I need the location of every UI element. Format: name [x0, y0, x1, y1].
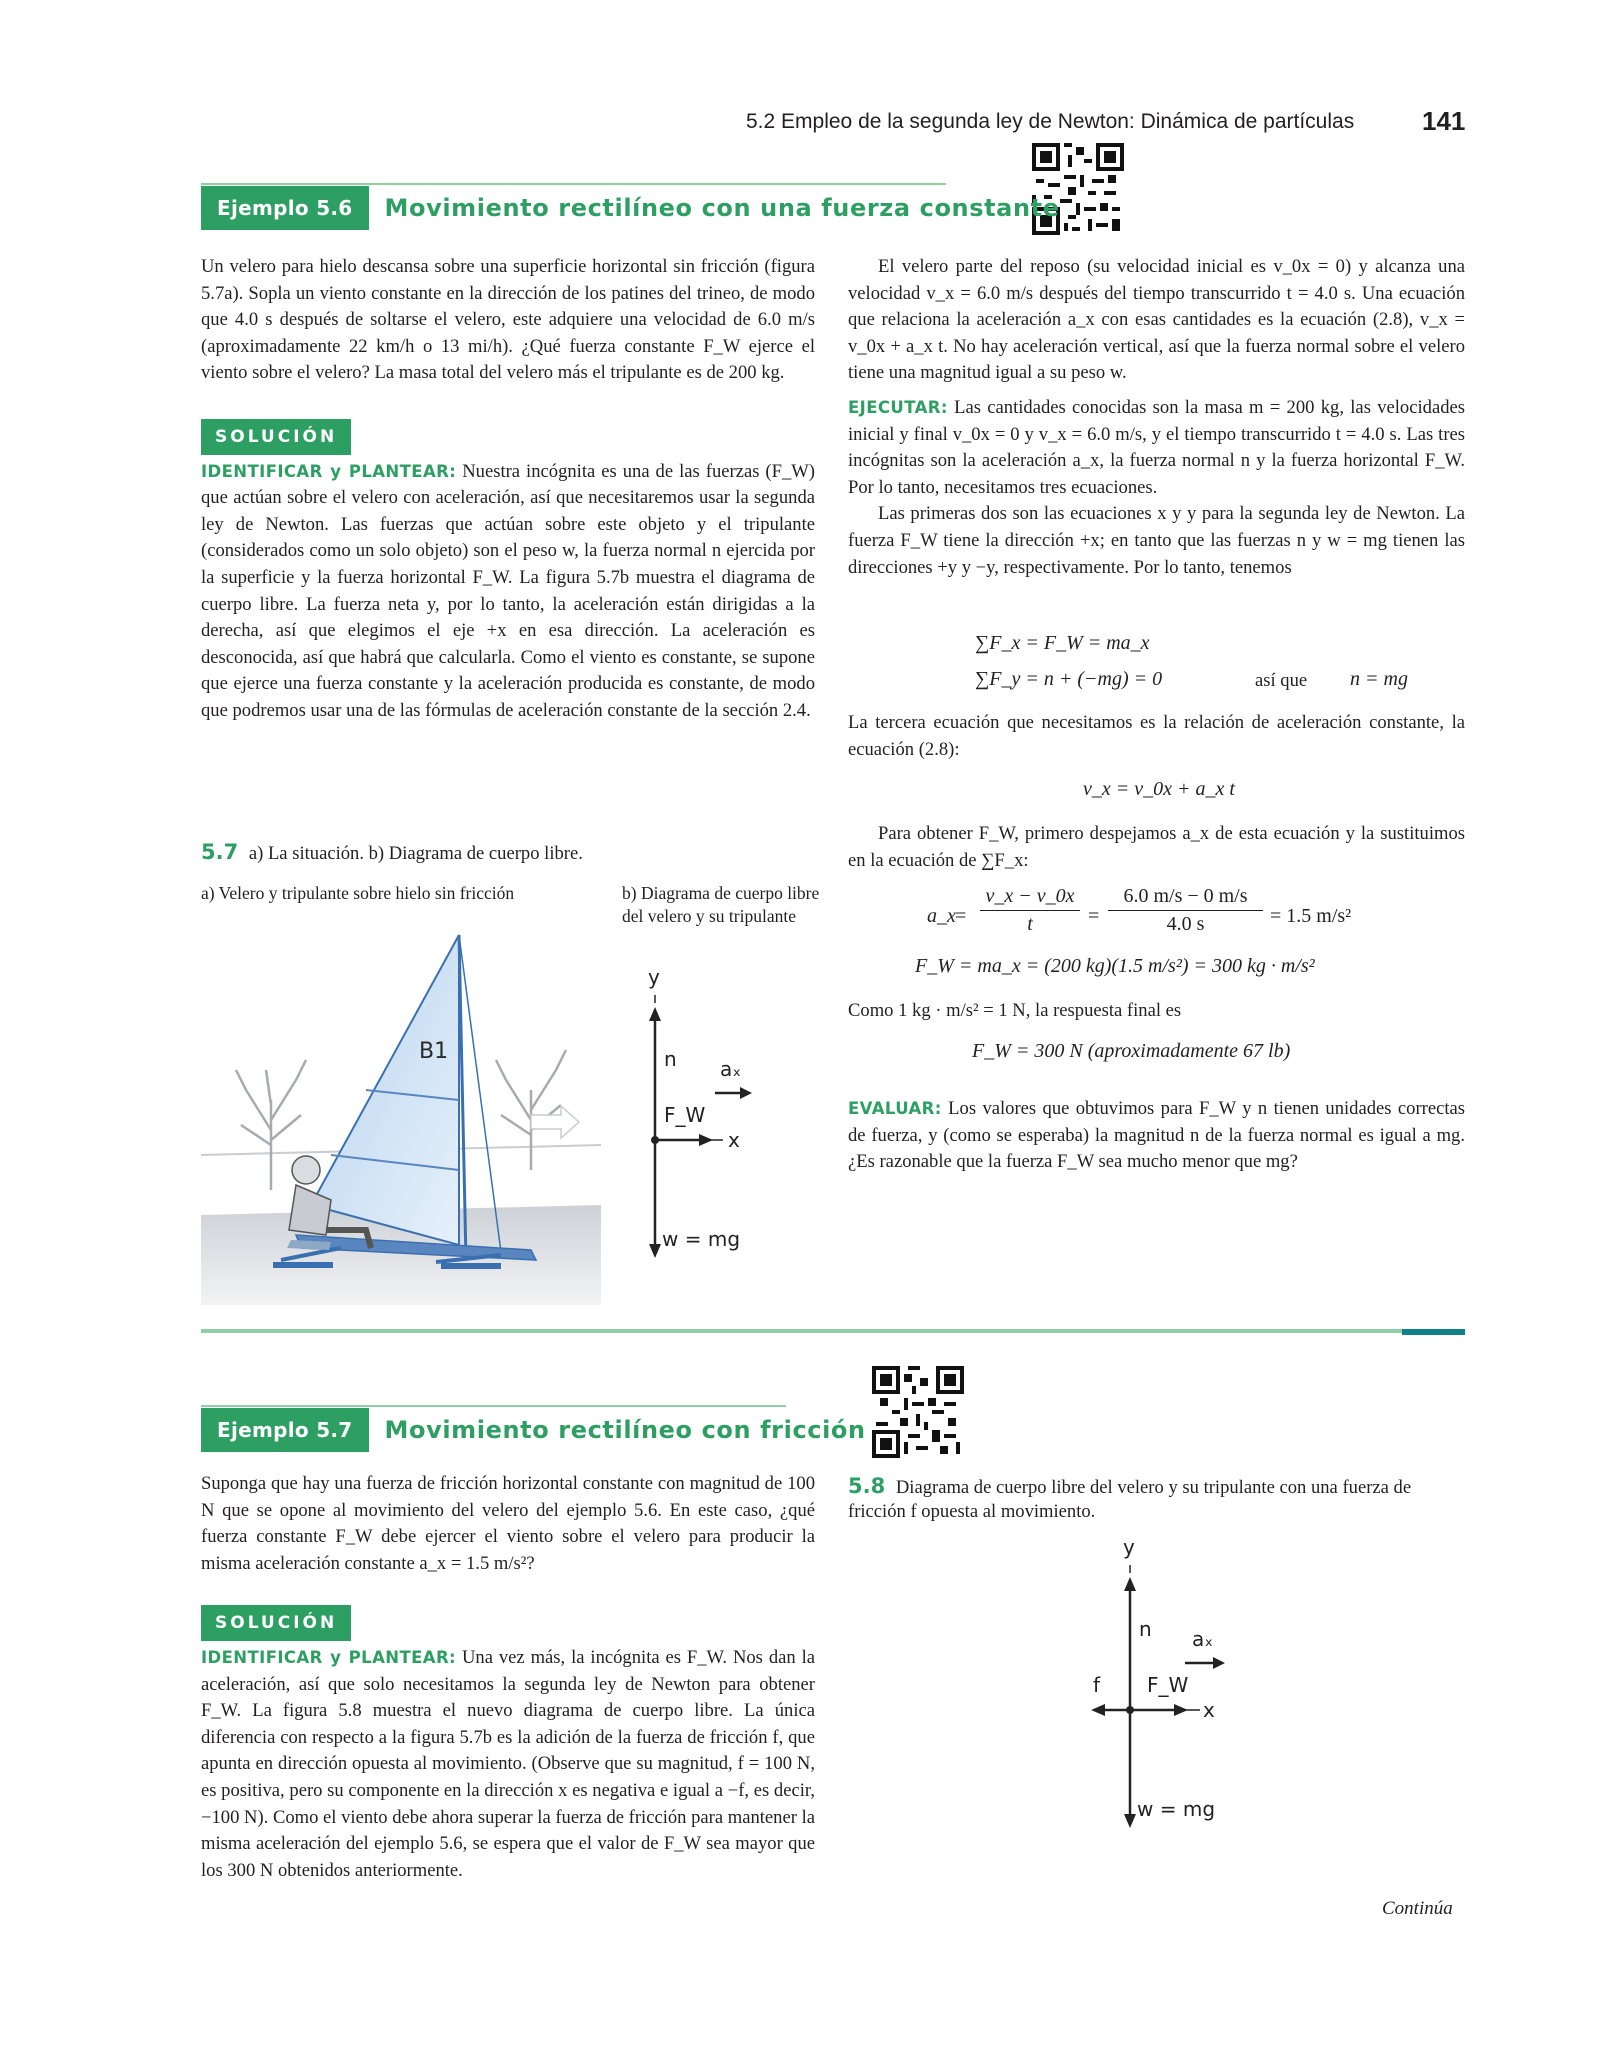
figure-57-caption	[201, 840, 821, 865]
example-label: Ejemplo 5.6	[201, 186, 369, 230]
execute-paragraph	[848, 395, 1465, 501]
continued-label: Continúa	[1382, 1898, 1453, 1919]
example-57-left-column	[201, 1471, 815, 1884]
fbd-n-label: n	[664, 1047, 677, 1071]
fraction-2-den: 4.0 s	[1166, 913, 1205, 935]
evaluate-paragraph	[848, 1096, 1465, 1176]
equation-sum-fx: ∑F_x = F_W = ma_x	[975, 632, 1150, 654]
fbd-ax-label: aₓ	[720, 1057, 742, 1081]
fbd-y-label: y	[648, 965, 660, 989]
fbd-y-label: y	[1123, 1535, 1135, 1559]
fbd-f-label: f	[1093, 1673, 1101, 1697]
fraction-2-num: 6.0 m/s − 0 m/s	[1123, 885, 1248, 907]
example-56-right-column	[848, 254, 1465, 581]
problem-statement: Suponga que hay una fuerza de fricción horizontal constante con magnitud de 100 N que se opone al movimiento del velero del ejemplo 5.6. En este caso, ¿qué fuerza constante F_W debe ejercer el viento sobre el velero para producir la misma aceleración constante a_x = 1.5 m/s²?	[201, 1473, 815, 1574]
iceboat-illustration	[201, 930, 601, 1310]
identify-text: Nuestra incógnita es una de las fuerzas (F_W) que actúan sobre el velero con aceleración, así que necesitaremos usar la segunda ley de Newton. Las fuerzas que actúan sobre este objeto y el tripulante (considerados como un solo objeto) son el peso w, la fuerza normal n ejercida por la superficie y la fuerza horizontal F_W. La figura 5.7b muestra el diagrama de cuerpo libre. La fuerza neta y, por lo tanto, la aceleración están dirigidas a la derecha, así que elegimos el eje +x en esa dirección. La aceleración es desconocida, así que habrá que calcularla. Como el viento es constante, se supone que ejerce una fuerza constante y la aceleración producida es constante, de modo que podremos usar una de las fórmulas de aceleración constante de la sección 2.4.	[201, 460, 815, 721]
fbd-x-label: x	[728, 1128, 740, 1152]
free-body-diagram-58	[1085, 1535, 1255, 1840]
right-paragraph-1: El velero parte del reposo (su velocidad inicial es v_0x = 0) y alcanza una velocidad v_x = 6.0 m/s después del tiempo transcurrido t = 4.0 s. Una ecuación que relaciona la aceleración a_x con esas cantidades es la ecuación (2.8), v_x = v_0x + a_x t. No hay aceleración vertical, así que la fuerza normal sobre el velero tiene una magnitud igual a su peso w.	[848, 256, 1465, 384]
equation-n-mg: n = mg	[1350, 668, 1408, 690]
example-header-rule	[201, 1405, 786, 1407]
sail-number: B1	[419, 1039, 449, 1064]
fbd-ax-label: aₓ	[1192, 1627, 1214, 1651]
example-separator-end	[1402, 1329, 1465, 1335]
fraction-1	[980, 885, 1080, 936]
fraction-1-num: v_x − v_0x	[985, 885, 1075, 907]
figure-57a-caption: a) Velero y tripulante sobre hielo sin fricción	[201, 883, 515, 903]
qr-code-icon[interactable]	[872, 1366, 964, 1458]
fraction-1-den: t	[1027, 913, 1033, 935]
running-header: 5.2 Empleo de la segunda ley de Newton: Dinámica de partículas	[746, 110, 1355, 133]
fbd-n-label: n	[1139, 1617, 1152, 1641]
example-header-rule	[201, 183, 946, 185]
identify-text: Una vez más, la incógnita es F_W. Nos dan la aceleración, así que solo necesitamos la segunda ley de Newton para obtener F_W. La figura 5.8 muestra el nuevo diagrama de cuerpo libre. La única diferencia con respecto a la figura 5.7b es la adición de la fuerza de fricción f, que apunta en dirección opuesta al movimiento. (Observe que su magnitud, f = 100 N, es positiva, pero su componente en la dirección x es negativa e igual a −f, es decir, −100 N). Como el viento debe ahora superar la fuerza de fricción para mantener la misma aceleración del ejemplo 5.6, se espera que el valor de F_W sea mayor que los 300 N obtenidos anteriormente.	[201, 1646, 815, 1881]
first-two-paragraph: Las primeras dos son las ecuaciones x y y para la segunda ley de Newton. La fuerza F_W tiene la dirección +x; en tanto que las fuerzas n y w = mg tienen las direcciones +y y −y, respectivamente. Por lo tanto, tenemos	[848, 503, 1465, 578]
example-title: Movimiento rectilíneo con fricción	[384, 1416, 866, 1444]
evaluate-label: EVALUAR:	[848, 1099, 942, 1118]
solution-label: SOLUCIÓN	[201, 419, 351, 455]
obtain-paragraph: Para obtener F_W, primero despejamos a_x de esta ecuación y la sustituimos en la ecuación de ∑F_x:	[848, 823, 1465, 871]
free-body-diagram-57b	[620, 965, 780, 1270]
figure-caption-text: Diagrama de cuerpo libre del velero y su tripulante con una fuerza de fricción f opuesta al movimiento.	[848, 1477, 1412, 1522]
figure-57b-caption: b) Diagrama de cuerpo libre del velero y su tripulante	[622, 883, 820, 926]
figure-caption-text: a) La situación. b) Diagrama de cuerpo libre.	[248, 843, 583, 864]
example-56-left-column	[201, 254, 815, 725]
evaluate-text: Los valores que obtuvimos para F_W y n tienen unidades correctas de fuerza, y (como se esperaba) la magnitud n de la fuerza normal es igual a mg. ¿Es razonable que la fuerza F_W sea mucho menor que mg?	[848, 1098, 1465, 1173]
example-title: Movimiento rectilíneo con una fuerza constante	[384, 194, 1060, 222]
execute-label: EJECUTAR:	[848, 397, 948, 417]
equation-ax-lhs: a_x	[927, 905, 956, 927]
equation-vx: v_x = v_0x + a_x t	[1083, 778, 1235, 800]
fbd-fw-label: F_W	[664, 1103, 706, 1127]
figure-58-caption	[848, 1474, 1448, 1524]
example-label: Ejemplo 5.7	[201, 1408, 369, 1452]
identify-label: IDENTIFICAR y PLANTEAR:	[201, 461, 457, 481]
example-header	[201, 1408, 866, 1452]
fbd-w-label: w = mg	[1137, 1797, 1216, 1821]
como-paragraph: Como 1 kg · m/s² = 1 N, la respuesta final es	[848, 1000, 1182, 1021]
third-equation-paragraph: La tercera ecuación que necesitamos es la relación de aceleración constante, la ecuación (2.8):	[848, 712, 1465, 760]
equation-final: F_W = 300 N (aproximadamente 67 lb)	[972, 1040, 1291, 1062]
equals-sign-1: =	[955, 905, 967, 927]
figure-number: 5.7	[201, 840, 239, 864]
equation-note: así que	[1255, 670, 1308, 691]
fraction-2	[1108, 885, 1263, 936]
equation-ax-result: = 1.5 m/s²	[1270, 905, 1352, 927]
fbd-fw-label: F_W	[1147, 1673, 1189, 1697]
fbd-w-label: w = mg	[662, 1227, 741, 1251]
identify-paragraph	[201, 1645, 815, 1884]
example-header	[201, 186, 1060, 230]
solution-label: SOLUCIÓN	[201, 1605, 351, 1641]
equation-sum-fy: ∑F_y = n + (−mg) = 0	[975, 668, 1163, 690]
identify-label: IDENTIFICAR y PLANTEAR:	[201, 1647, 457, 1667]
example-separator	[201, 1329, 1465, 1333]
fbd-x-label: x	[1203, 1698, 1215, 1722]
execute-text: Las cantidades conocidas son la masa m = 200 kg, las velocidades inicial y final v_0x = 0 y v_x = 6.0 m/s, y el tiempo transcurrido t = 4.0 s. Las tres incógnitas son la aceleración a_x, la fuerza normal n y la fuerza horizontal F_W. Por lo tanto, necesitamos tres ecuaciones.	[848, 396, 1465, 498]
figure-number: 5.8	[848, 1474, 886, 1498]
page-number: 141	[1422, 106, 1466, 136]
equals-sign-2: =	[1088, 905, 1100, 927]
identify-paragraph	[201, 459, 815, 725]
equation-fw-calc: F_W = ma_x = (200 kg)(1.5 m/s²) = 300 kg · m/s²	[915, 955, 1315, 977]
problem-statement: Un velero para hielo descansa sobre una superficie horizontal sin fricción (figura 5.7a). Sopla un viento constante en la dirección de los patines del trineo, de modo que 4.0 s después de soltarse el velero, este adquiere una velocidad de 6.0 m/s (aproximadamente 22 km/h o 13 mi/h). ¿Qué fuerza constante F_W ejerce el viento sobre el velero? La masa total del velero más el tripulante es de 200 kg.	[201, 256, 815, 384]
